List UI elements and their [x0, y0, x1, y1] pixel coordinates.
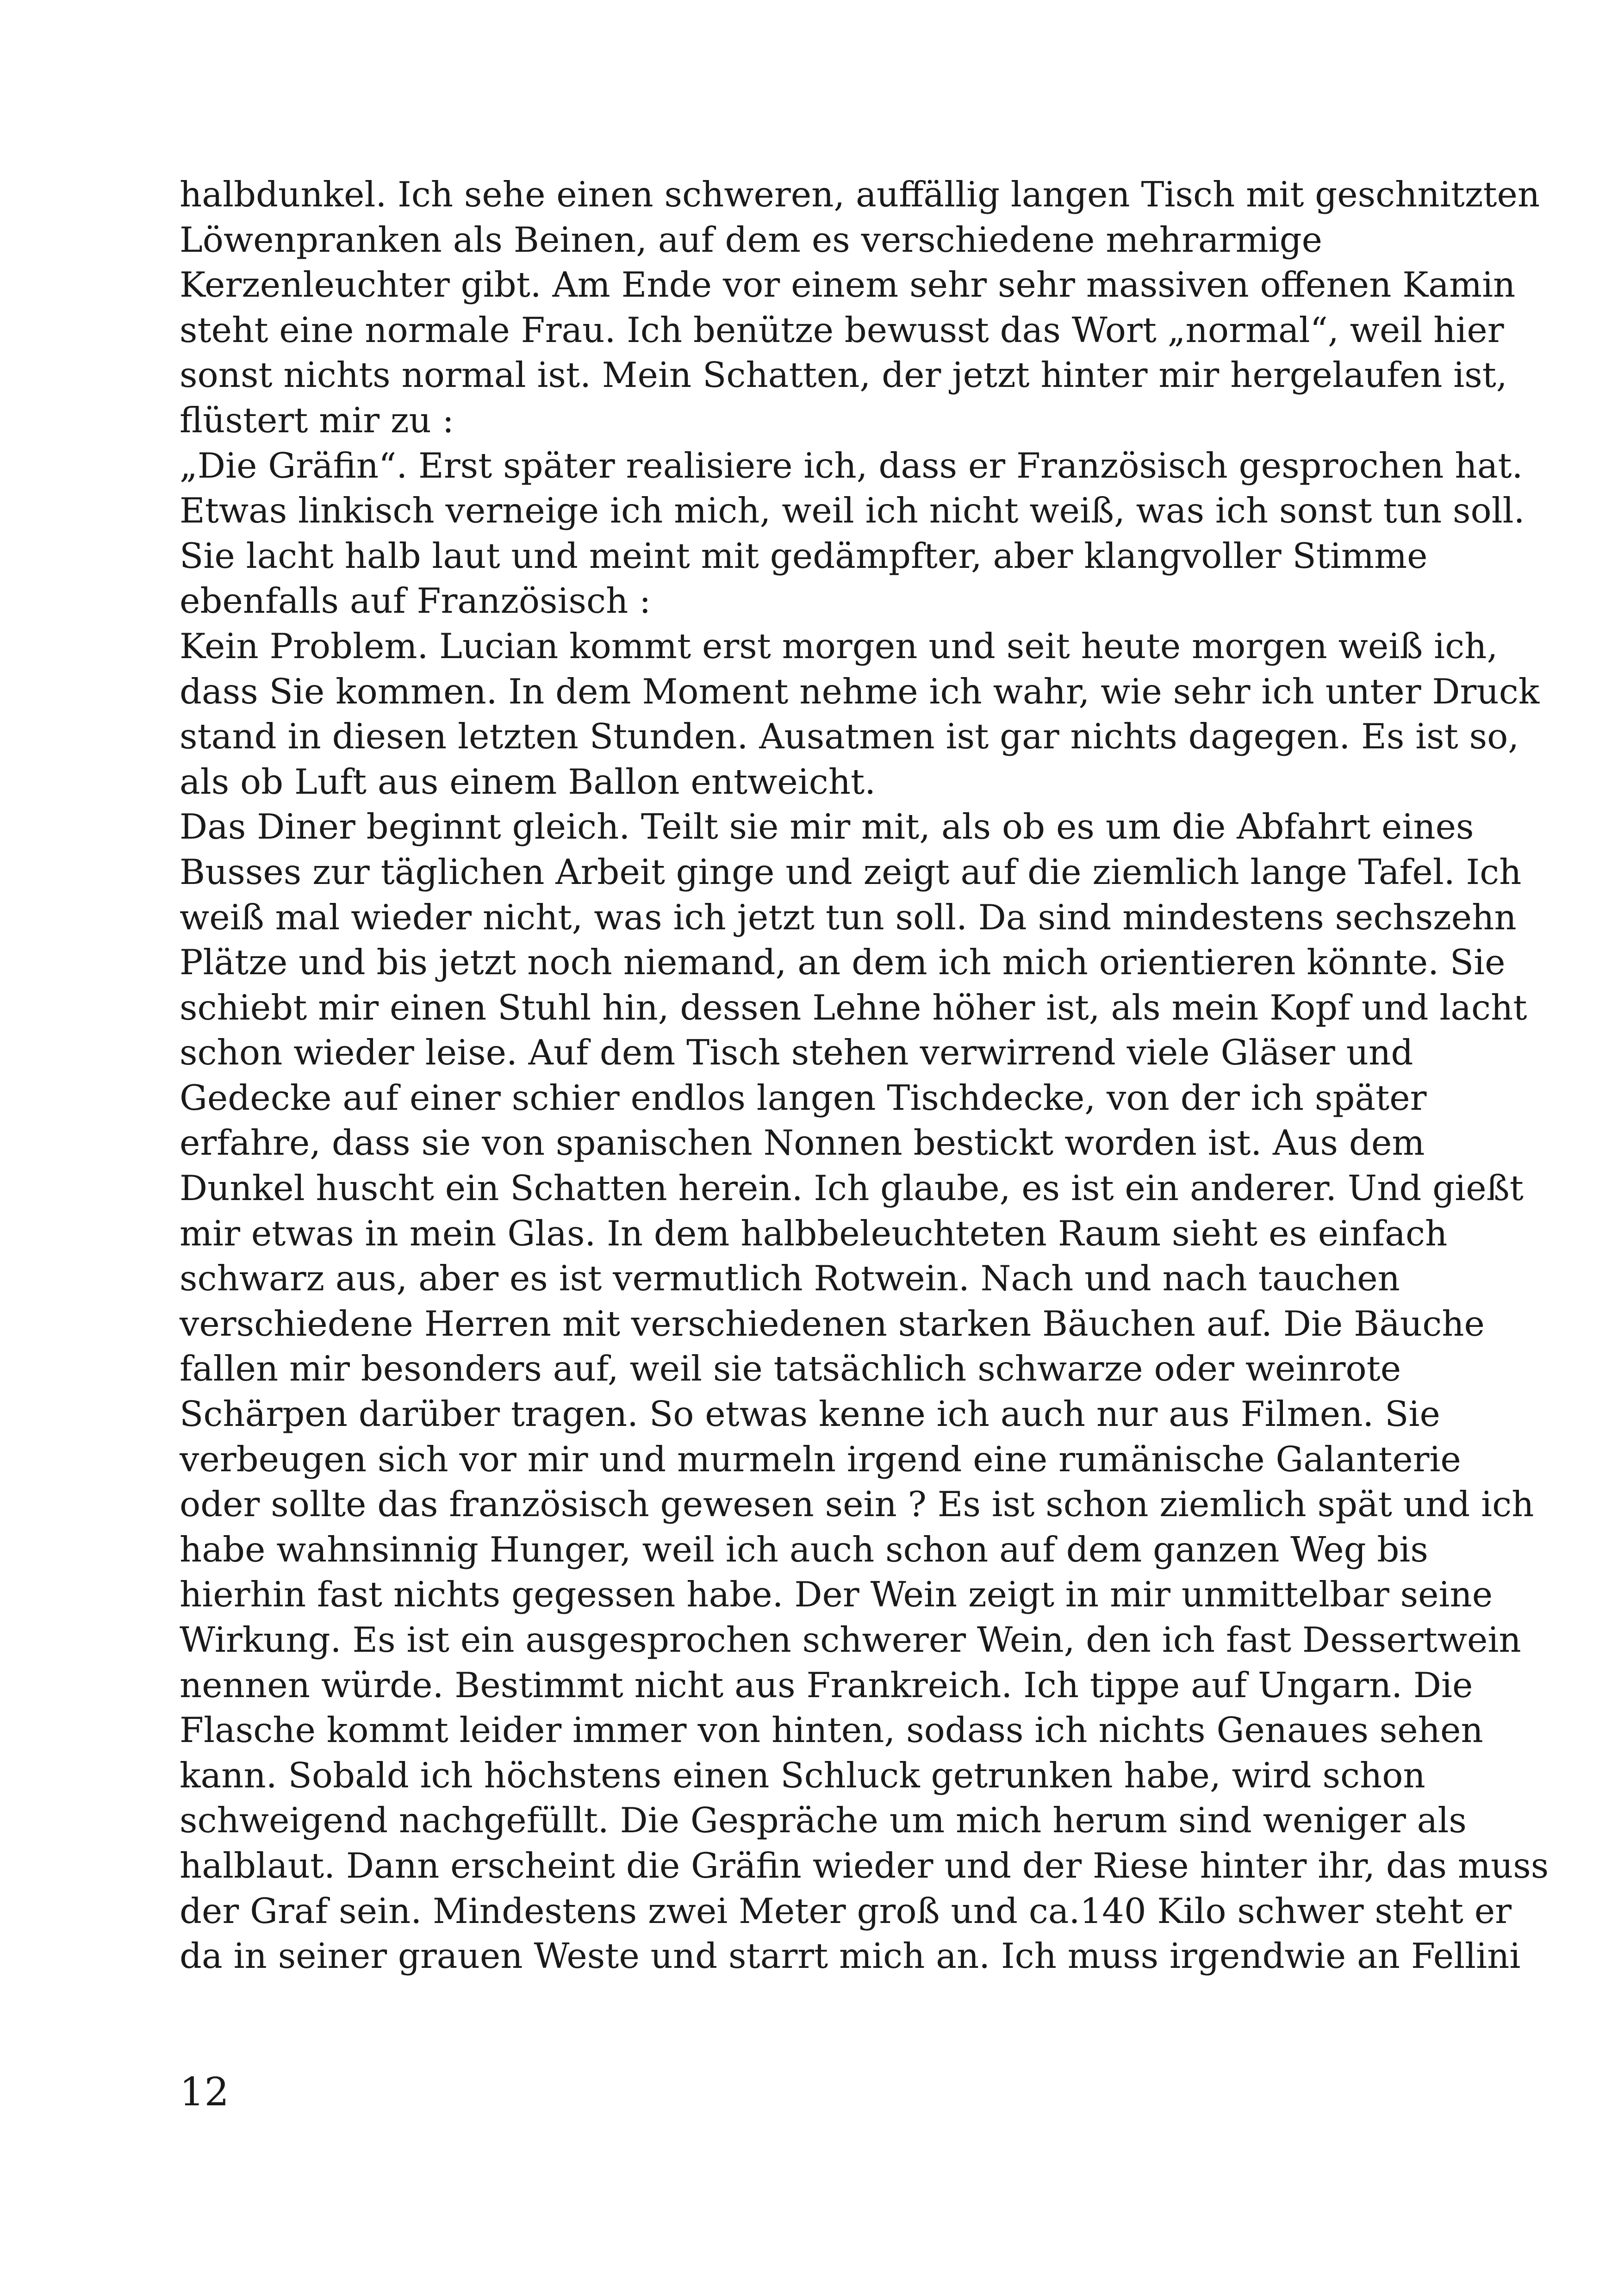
text-line: hierhin fast nichts gegessen habe. Der Wein zeigt in mir unmittelbar seine — [180, 1574, 1493, 1615]
text-line: schiebt mir einen Stuhl hin, dessen Lehne höher ist, als mein Kopf und lacht — [180, 987, 1527, 1028]
text-line: fallen mir besonders auf, weil sie tatsächlich schwarze oder weinrote — [180, 1348, 1401, 1389]
text-line: sonst nichts normal ist. Mein Schatten, der jetzt hinter mir hergelaufen ist, — [180, 355, 1507, 396]
text-line: Kein Problem. Lucian kommt erst morgen und seit heute morgen weiß ich, — [180, 625, 1498, 666]
text-line: weiß mal wieder nicht, was ich jetzt tun soll. Da sind mindestens sechszehn — [180, 896, 1517, 938]
text-line: stand in diesen letzten Stunden. Ausatmen ist gar nichts dagegen. Es ist so, — [180, 716, 1519, 757]
text-line: habe wahnsinnig Hunger, weil ich auch schon auf dem ganzen Weg bis — [180, 1529, 1428, 1570]
text-line: verbeugen sich vor mir und murmeln irgend eine rumänische Galanterie — [180, 1438, 1461, 1480]
text-line: der Graf sein. Mindestens zwei Meter groß und ca.140 Kilo schwer steht er — [180, 1890, 1512, 1931]
text-line: schweigend nachgefüllt. Die Gespräche um mich herum sind weniger als — [180, 1800, 1467, 1841]
text-line: schwarz aus, aber es ist vermutlich Rotwein. Nach und nach tauchen — [180, 1258, 1400, 1299]
text-line: steht eine normale Frau. Ich benütze bewusst das Wort „normal“, weil hier — [180, 309, 1504, 350]
text-line: Gedecke auf einer schier endlos langen Tischdecke, von der ich später — [180, 1077, 1427, 1118]
text-line: erfahre, dass sie von spanischen Nonnen bestickt worden ist. Aus dem — [180, 1122, 1425, 1164]
text-line: halblaut. Dann erscheint die Gräfin wieder und der Riese hinter ihr, das muss — [180, 1845, 1549, 1886]
body-text — [180, 172, 1549, 1979]
text-line: ebenfalls auf Französisch : — [180, 580, 651, 622]
text-line: Das Diner beginnt gleich. Teilt sie mir mit, als ob es um die Abfahrt eines — [180, 806, 1474, 847]
text-line: nennen würde. Bestimmt nicht aus Frankreich. Ich tippe auf Ungarn. Die — [180, 1664, 1473, 1705]
text-line: mir etwas in mein Glas. In dem halbbeleuchteten Raum sieht es einfach — [180, 1213, 1448, 1254]
text-line: da in seiner grauen Weste und starrt mich an. Ich muss irgendwie an Fellini — [180, 1935, 1521, 1977]
text-line: dass Sie kommen. In dem Moment nehme ich wahr, wie sehr ich unter Druck — [180, 671, 1540, 712]
text-line: Plätze und bis jetzt noch niemand, an dem ich mich orientieren könnte. Sie — [180, 942, 1506, 983]
text-line: als ob Luft aus einem Ballon entweicht. — [180, 761, 876, 802]
text-line: verschiedene Herren mit verschiedenen starken Bäuchen auf. Die Bäuche — [180, 1303, 1485, 1344]
text-line: oder sollte das französisch gewesen sein ? Es ist schon ziemlich spät und ich — [180, 1484, 1534, 1525]
text-line: kann. Sobald ich höchstens einen Schluck getrunken habe, wird schon — [180, 1755, 1425, 1796]
text-line: Wirkung. Es ist ein ausgesprochen schwerer Wein, den ich fast Dessertwein — [180, 1619, 1521, 1660]
text-line: halbdunkel. Ich sehe einen schweren, auffällig langen Tisch mit geschnitzten — [180, 174, 1540, 215]
page-number: 12 — [180, 2069, 229, 2115]
text-line: „Die Gräfin“. Erst später realisiere ich, dass er Französisch gesprochen hat. — [180, 445, 1523, 486]
text-line: Flasche kommt leider immer von hinten, sodass ich nichts Genaues sehen — [180, 1710, 1483, 1751]
text-line: Schärpen darüber tragen. So etwas kenne ich auch nur aus Filmen. Sie — [180, 1394, 1440, 1435]
text-line: flüstert mir zu : — [180, 399, 454, 441]
text-line: Löwenpranken als Beinen, auf dem es verschiedene mehrarmige — [180, 219, 1322, 260]
text-line: Sie lacht halb laut und meint mit gedämpfter, aber klangvoller Stimme — [180, 535, 1428, 576]
text-line: Kerzenleuchter gibt. Am Ende vor einem sehr sehr massiven offenen Kamin — [180, 264, 1516, 305]
text-line: Etwas linkisch verneige ich mich, weil ich nicht weiß, was ich sonst tun soll. — [180, 490, 1525, 531]
text-line: Dunkel huscht ein Schatten herein. Ich glaube, es ist ein anderer. Und gießt — [180, 1168, 1524, 1209]
text-line: schon wieder leise. Auf dem Tisch stehen verwirrend viele Gläser und — [180, 1032, 1413, 1073]
text-line: Busses zur täglichen Arbeit ginge und zeigt auf die ziemlich lange Tafel. Ich — [180, 851, 1522, 892]
